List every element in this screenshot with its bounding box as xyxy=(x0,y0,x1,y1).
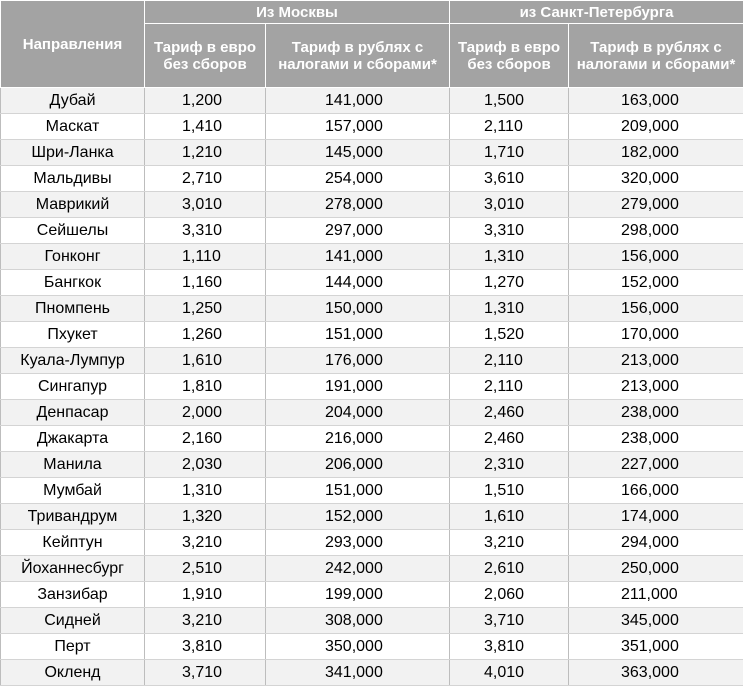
cell-spb-rub: 166,000 xyxy=(569,478,743,504)
cell-spb-euro: 1,510 xyxy=(450,478,569,504)
cell-moscow-euro: 1,260 xyxy=(145,322,266,348)
cell-destination: Кейптун xyxy=(1,530,145,556)
table-row xyxy=(1,634,743,660)
cell-spb-euro: 2,460 xyxy=(450,426,569,452)
cell-moscow-euro: 3,310 xyxy=(145,218,266,244)
table-row xyxy=(1,452,743,478)
cell-spb-rub: 152,000 xyxy=(569,270,743,296)
cell-spb-euro: 2,460 xyxy=(450,400,569,426)
cell-spb-euro: 2,060 xyxy=(450,582,569,608)
cell-moscow-rub: 216,000 xyxy=(266,426,450,452)
table-row xyxy=(1,218,743,244)
cell-moscow-euro: 1,160 xyxy=(145,270,266,296)
table-row xyxy=(1,270,743,296)
cell-spb-euro: 2,110 xyxy=(450,348,569,374)
table-row xyxy=(1,296,743,322)
cell-destination: Мумбай xyxy=(1,478,145,504)
cell-spb-rub: 213,000 xyxy=(569,374,743,400)
table-row xyxy=(1,582,743,608)
cell-moscow-euro: 1,200 xyxy=(145,88,266,114)
cell-destination: Куала-Лумпур xyxy=(1,348,145,374)
cell-moscow-euro: 1,410 xyxy=(145,114,266,140)
cell-spb-rub: 211,000 xyxy=(569,582,743,608)
cell-destination: Тривандрум xyxy=(1,504,145,530)
cell-spb-euro: 1,310 xyxy=(450,296,569,322)
cell-moscow-rub: 308,000 xyxy=(266,608,450,634)
cell-destination: Маврикий xyxy=(1,192,145,218)
cell-moscow-euro: 2,030 xyxy=(145,452,266,478)
cell-spb-rub: 238,000 xyxy=(569,400,743,426)
cell-destination: Денпасар xyxy=(1,400,145,426)
cell-spb-rub: 182,000 xyxy=(569,140,743,166)
header-moscow-euro: Тариф в евро без сборов xyxy=(145,24,266,88)
cell-moscow-euro: 3,010 xyxy=(145,192,266,218)
cell-spb-rub: 156,000 xyxy=(569,296,743,322)
cell-moscow-rub: 341,000 xyxy=(266,660,450,686)
cell-spb-rub: 174,000 xyxy=(569,504,743,530)
cell-spb-euro: 3,710 xyxy=(450,608,569,634)
cell-moscow-rub: 206,000 xyxy=(266,452,450,478)
cell-destination: Сингапур xyxy=(1,374,145,400)
cell-spb-euro: 1,310 xyxy=(450,244,569,270)
header-from-spb: из Санкт-Петербурга xyxy=(450,1,743,24)
cell-spb-euro: 2,110 xyxy=(450,374,569,400)
table-row xyxy=(1,192,743,218)
cell-destination: Джакарта xyxy=(1,426,145,452)
header-spb-rub: Тариф в рублях с налогами и сборами* xyxy=(569,24,743,88)
table-row xyxy=(1,348,743,374)
cell-moscow-euro: 1,210 xyxy=(145,140,266,166)
cell-moscow-euro: 1,910 xyxy=(145,582,266,608)
cell-spb-rub: 238,000 xyxy=(569,426,743,452)
cell-moscow-rub: 242,000 xyxy=(266,556,450,582)
cell-moscow-euro: 2,000 xyxy=(145,400,266,426)
cell-destination: Гонконг xyxy=(1,244,145,270)
cell-moscow-euro: 1,610 xyxy=(145,348,266,374)
header-from-moscow: Из Москвы xyxy=(145,1,450,24)
cell-spb-euro: 2,610 xyxy=(450,556,569,582)
cell-moscow-rub: 151,000 xyxy=(266,322,450,348)
header-moscow-rub: Тариф в рублях с налогами и сборами* xyxy=(266,24,450,88)
cell-spb-rub: 294,000 xyxy=(569,530,743,556)
cell-spb-rub: 363,000 xyxy=(569,660,743,686)
table-row xyxy=(1,426,743,452)
cell-destination: Сидней xyxy=(1,608,145,634)
table-row xyxy=(1,140,743,166)
cell-destination: Пномпень xyxy=(1,296,145,322)
cell-moscow-euro: 2,710 xyxy=(145,166,266,192)
cell-moscow-rub: 199,000 xyxy=(266,582,450,608)
cell-destination: Йоханнесбург xyxy=(1,556,145,582)
cell-spb-euro: 3,210 xyxy=(450,530,569,556)
cell-moscow-euro: 2,510 xyxy=(145,556,266,582)
cell-moscow-euro: 1,810 xyxy=(145,374,266,400)
cell-destination: Дубай xyxy=(1,88,145,114)
cell-spb-euro: 1,610 xyxy=(450,504,569,530)
cell-moscow-rub: 141,000 xyxy=(266,244,450,270)
cell-spb-euro: 3,310 xyxy=(450,218,569,244)
cell-spb-rub: 320,000 xyxy=(569,166,743,192)
cell-spb-rub: 351,000 xyxy=(569,634,743,660)
cell-spb-rub: 170,000 xyxy=(569,322,743,348)
cell-destination: Маскат xyxy=(1,114,145,140)
cell-moscow-rub: 293,000 xyxy=(266,530,450,556)
cell-spb-rub: 213,000 xyxy=(569,348,743,374)
cell-moscow-rub: 152,000 xyxy=(266,504,450,530)
cell-spb-rub: 279,000 xyxy=(569,192,743,218)
cell-moscow-euro: 1,310 xyxy=(145,478,266,504)
table-row xyxy=(1,244,743,270)
cell-spb-euro: 3,010 xyxy=(450,192,569,218)
cell-spb-rub: 163,000 xyxy=(569,88,743,114)
cell-spb-euro: 1,520 xyxy=(450,322,569,348)
cell-spb-rub: 227,000 xyxy=(569,452,743,478)
table-row xyxy=(1,504,743,530)
cell-destination: Манила xyxy=(1,452,145,478)
cell-spb-euro: 1,270 xyxy=(450,270,569,296)
cell-destination: Пхукет xyxy=(1,322,145,348)
cell-moscow-rub: 145,000 xyxy=(266,140,450,166)
cell-destination: Занзибар xyxy=(1,582,145,608)
header-spb-euro: Тариф в евро без сборов xyxy=(450,24,569,88)
cell-spb-euro: 3,810 xyxy=(450,634,569,660)
cell-moscow-rub: 254,000 xyxy=(266,166,450,192)
table-row xyxy=(1,530,743,556)
cell-moscow-rub: 157,000 xyxy=(266,114,450,140)
cell-moscow-euro: 3,810 xyxy=(145,634,266,660)
cell-moscow-rub: 278,000 xyxy=(266,192,450,218)
table-row xyxy=(1,88,743,114)
cell-destination: Окленд xyxy=(1,660,145,686)
cell-spb-euro: 2,110 xyxy=(450,114,569,140)
cell-spb-euro: 2,310 xyxy=(450,452,569,478)
cell-moscow-euro: 3,210 xyxy=(145,608,266,634)
cell-destination: Мальдивы xyxy=(1,166,145,192)
cell-moscow-euro: 1,110 xyxy=(145,244,266,270)
cell-spb-rub: 345,000 xyxy=(569,608,743,634)
cell-moscow-rub: 144,000 xyxy=(266,270,450,296)
table-row xyxy=(1,660,743,686)
table-row xyxy=(1,478,743,504)
cell-moscow-rub: 191,000 xyxy=(266,374,450,400)
table-row xyxy=(1,608,743,634)
table-row xyxy=(1,400,743,426)
cell-destination: Перт xyxy=(1,634,145,660)
cell-spb-euro: 3,610 xyxy=(450,166,569,192)
cell-moscow-euro: 3,210 xyxy=(145,530,266,556)
table-row xyxy=(1,166,743,192)
cell-moscow-rub: 150,000 xyxy=(266,296,450,322)
cell-spb-rub: 298,000 xyxy=(569,218,743,244)
cell-moscow-euro: 1,320 xyxy=(145,504,266,530)
cell-destination: Шри-Ланка xyxy=(1,140,145,166)
cell-spb-rub: 250,000 xyxy=(569,556,743,582)
cell-moscow-euro: 3,710 xyxy=(145,660,266,686)
cell-moscow-rub: 141,000 xyxy=(266,88,450,114)
cell-moscow-rub: 151,000 xyxy=(266,478,450,504)
cell-moscow-euro: 2,160 xyxy=(145,426,266,452)
cell-moscow-rub: 176,000 xyxy=(266,348,450,374)
table-row xyxy=(1,322,743,348)
cell-destination: Сейшелы xyxy=(1,218,145,244)
table-row xyxy=(1,114,743,140)
cell-spb-rub: 156,000 xyxy=(569,244,743,270)
cell-spb-euro: 1,500 xyxy=(450,88,569,114)
table-row xyxy=(1,556,743,582)
cell-spb-euro: 1,710 xyxy=(450,140,569,166)
header-destinations: Направления xyxy=(1,1,145,88)
table-row xyxy=(1,374,743,400)
cell-moscow-rub: 350,000 xyxy=(266,634,450,660)
cell-moscow-rub: 204,000 xyxy=(266,400,450,426)
cell-spb-rub: 209,000 xyxy=(569,114,743,140)
cell-moscow-euro: 1,250 xyxy=(145,296,266,322)
cell-moscow-rub: 297,000 xyxy=(266,218,450,244)
cell-destination: Бангкок xyxy=(1,270,145,296)
cell-spb-euro: 4,010 xyxy=(450,660,569,686)
